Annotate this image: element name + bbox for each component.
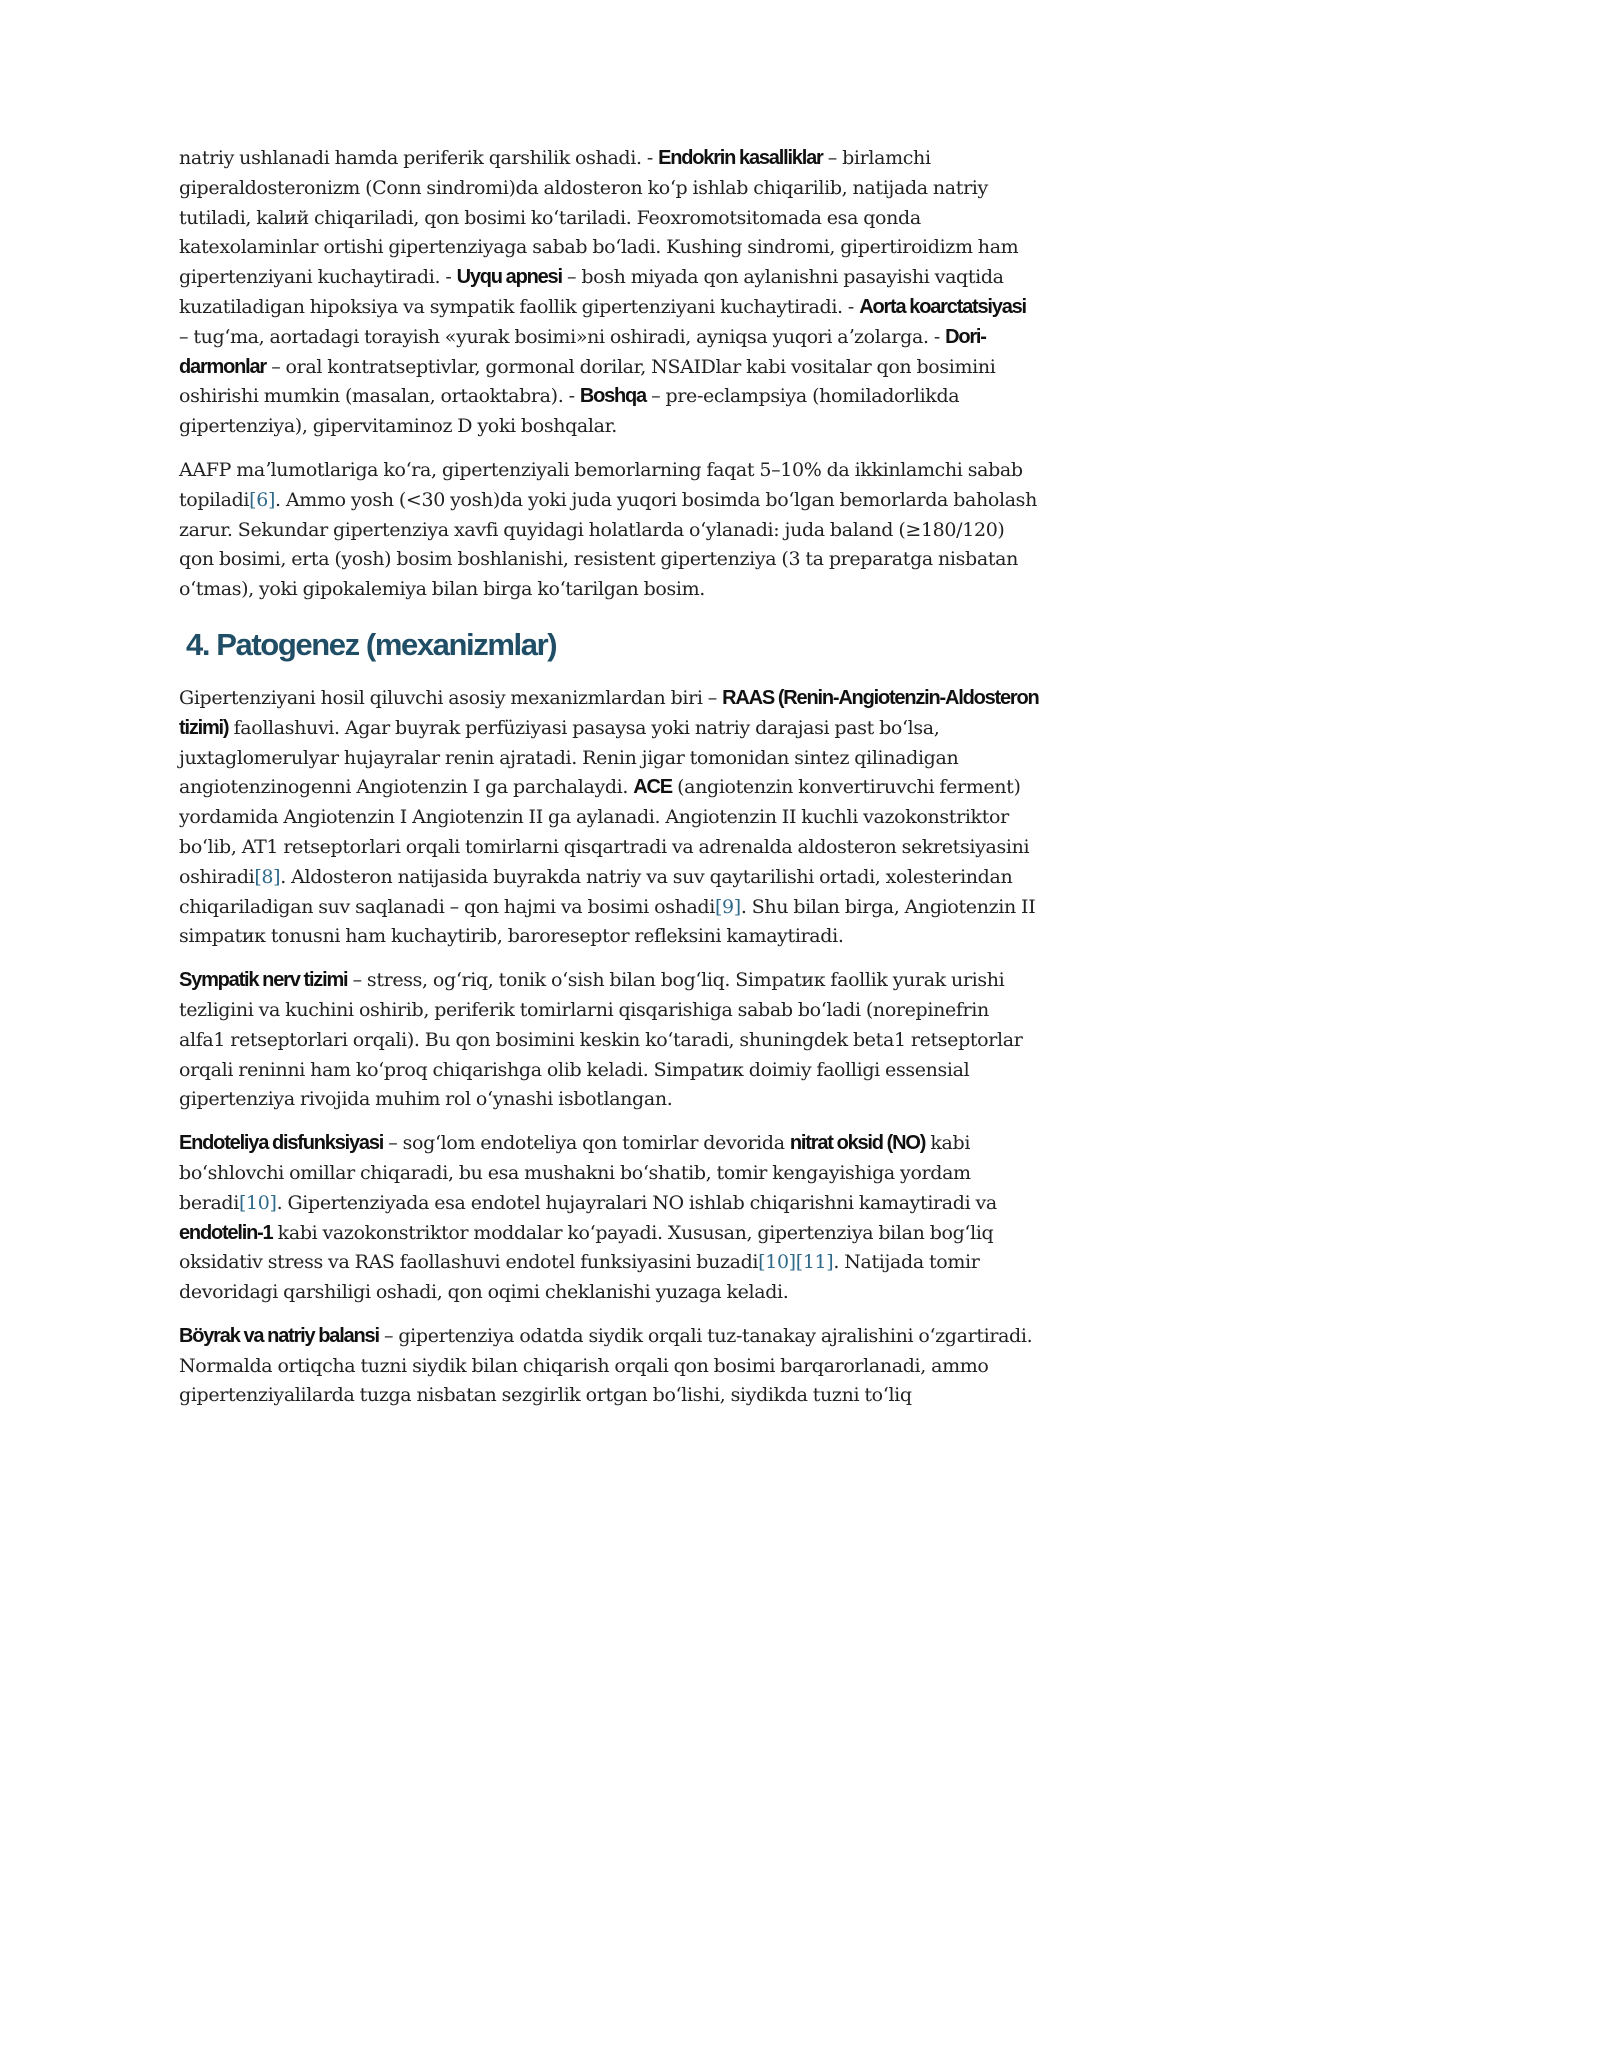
term-sympathetic-nerve-system: Sympatik nerv tizimi — [179, 969, 348, 992]
reference-link-9[interactable]: [9] — [714, 895, 741, 918]
term-kidney-sodium-balance: Böyrak va natriy balansi — [179, 1324, 379, 1347]
text-run: (angiotenzin konvertiruvchi ferment) yordamida Angiotenzin I Angiotenzin II ga aylanadi. Angiotenzin II kuchli vazokonstriktor boʻlib, AT1 retseptorlari orqali tomirlarni qisqartradi va adrenalda aldosteron sekretsiyasini oshiradi — [179, 776, 1030, 888]
text-run: . Aldosteron natijasida buyrakda natriy va suv qaytarilishi ortadi, xolesterindan chiqariladigan suv saqlanadi – qon hajmi va bosimi oshadi — [179, 865, 1013, 918]
text-run: Gipertenziyani hosil qiluvchi asosiy mexanizmlardan biri – — [179, 686, 723, 709]
text-run: . Shu bilan birga, Angiotenzin II simpatик tonusni ham kuchaytirib, baroreseptor refleksini kamaytiradi. — [179, 895, 1036, 948]
paragraph-secondary-causes-list — [179, 144, 1039, 442]
text-run: – pre-eclampsiya (homiladorlikda gipertenziya), gipervitaminoz D yoki boshqalar. — [179, 385, 960, 438]
term-other: Boshqa — [579, 385, 646, 408]
paragraph-kidney-sodium-balance — [179, 1322, 1039, 1411]
paragraph-raas — [179, 684, 1039, 952]
text-run: – birlamchi giperaldosteronizm (Conn sindromi)da aldosteron koʻp ishlab chiqarilib, natijada natriy tutiladi, kalий chiqariladi, qon bosimi koʻtariladi. Feoxromotsitomada esa qonda katexolaminlar ortishi gipertenziyaga sabab boʻladi. Kushing sindromi, gipertiroidizm ham gipertenziyani kuchaytiradi. - — [179, 147, 1019, 289]
text-run: natriy ushlanadi hamda periferik qarshilik oshadi. - — [179, 147, 659, 169]
term-medications: Dori-darmonlar — [179, 325, 986, 378]
text-run: faollashuvi. Agar buyrak perfüziyasi pasaysa yoki natriy darajasi past boʻlsa, juxtaglomerulyar hujayralar renin ajratadi. Renin jigar tomonidan sintez qilinadigan angiotenzinogenni Angiotenzin I ga parchalaydi. — [179, 716, 959, 799]
text-run: AAFP maʼlumotlariga koʻra, gipertenziyali bemorlarning faqat 5–10% da ikkinlamchi sabab topiladi — [179, 458, 1023, 511]
term-endothelin-1: endotelin-1 — [179, 1221, 273, 1244]
text-run: – gipertenziya odatda siydik orqali tuz-tanakay ajralishini oʻzgartiradi. Normalda ortiqcha tuzni siydik bilan chiqarish orqali qon bosimi barqarorlanadi, ammo gipertenziyalilarda tuzga nisbatan sezgirlik ortgan boʻlishi, siydikda tuzni toʻliq — [179, 1324, 1033, 1407]
section-heading-pathogenesis: 4. Patogenez (mexanizmlar) — [186, 626, 557, 662]
term-aortic-coarctation: Aorta koarctatsiyasi — [859, 295, 1026, 318]
term-ace: ACE — [633, 776, 672, 799]
document-body — [179, 144, 1039, 1425]
text-run: kabi vazokonstriktor moddalar koʻpayadi. Xususan, gipertenziya bilan bogʻliq oksidativ stress va RAS faollashuvi endotel funksiyasini buzadi — [179, 1221, 994, 1274]
reference-link-8[interactable]: [8] — [254, 865, 281, 888]
text-run: – bosh miyada qon aylanishni pasayishi vaqtida kuzatiladigan hipoksiya va sympatik faollik gipertenziyani kuchaytiradi. - — [179, 266, 1004, 318]
text-run: – tugʻma, aortadagi torayish «yurak bosimi»ni oshiradi, ayniqsa yuqori aʼzolarga. - — [179, 325, 946, 348]
reference-link-11[interactable]: [11] — [795, 1251, 834, 1274]
text-run: . Gipertenziyada esa endotel hujayralari NO ishlab chiqarishni kamaytiradi va — [276, 1191, 997, 1214]
term-nitric-oxide: nitrat oksid (NO) — [789, 1132, 926, 1155]
reference-link-6[interactable]: [6] — [249, 488, 276, 511]
paragraph-endothelial-dysfunction — [179, 1129, 1039, 1308]
term-sleep-apnea: Uyqu apnesi — [456, 266, 562, 289]
paragraph-sympathetic-nervous-system — [179, 966, 1039, 1115]
paragraph-aafp-data — [179, 456, 1039, 605]
text-run: – oral kontratseptivlar, gormonal dorilar, NSAIDlar kabi vositalar qon bosimini oshirishi mumkin (masalan, ortaoktabra). - — [179, 355, 996, 408]
term-endocrine-diseases: Endokrin kasalliklar — [658, 147, 823, 169]
term-raas: RAAS (Renin-Angiotenzin-Aldosteron tizimi) — [179, 686, 1039, 739]
text-run: kabi boʻshlovchi omillar chiqaradi, bu esa mushakni boʻshatib, tomir kengayishiga yordam beradi — [179, 1132, 971, 1214]
term-endothelial-dysfunction: Endoteliya disfunksiyasi — [179, 1132, 384, 1155]
reference-link-10[interactable]: [10] — [238, 1191, 277, 1214]
text-run: – stress, ogʻriq, tonik oʻsish bilan bogʻliq. Simpatик faollik yurak urishi tezligini va kuchini oshirib, periferik tomirlarni qisqarishiga sabab boʻladi (norepinefrin alfa1 retseptorlari orqali). Bu qon bosimini keskin koʻtaradi, shuningdek beta1 retseptorlar orqali reninni ham koʻproq chiqarishga olib keladi. Simpatик doimiy faolligi essensial gipertenziya rivojida muhim rol oʻynashi isbotlangan. — [179, 969, 1023, 1111]
reference-link-10[interactable]: [10] — [758, 1251, 796, 1274]
text-run: – sogʻlom endoteliya qon tomirlar devorida — [383, 1132, 790, 1155]
text-run: . Natijada tomir devoridagi qarshiligi oshadi, qon oqimi cheklanishi yuzaga keladi. — [179, 1251, 980, 1304]
text-run: . Ammo yosh (<30 yosh)da yoki juda yuqori bosimda boʻlgan bemorlarda baholash zarur. Sekundar gipertenziya xavfi quyidagi holatlarda oʻylanadi: juda baland (≥180/120) qon bosimi, erta (yosh) bosim boshlanishi, resistent gipertenziya (3 ta preparatga nisbatan oʻtmas), yoki gipokalemiya bilan birga koʻtarilgan bosim. — [179, 488, 1037, 601]
